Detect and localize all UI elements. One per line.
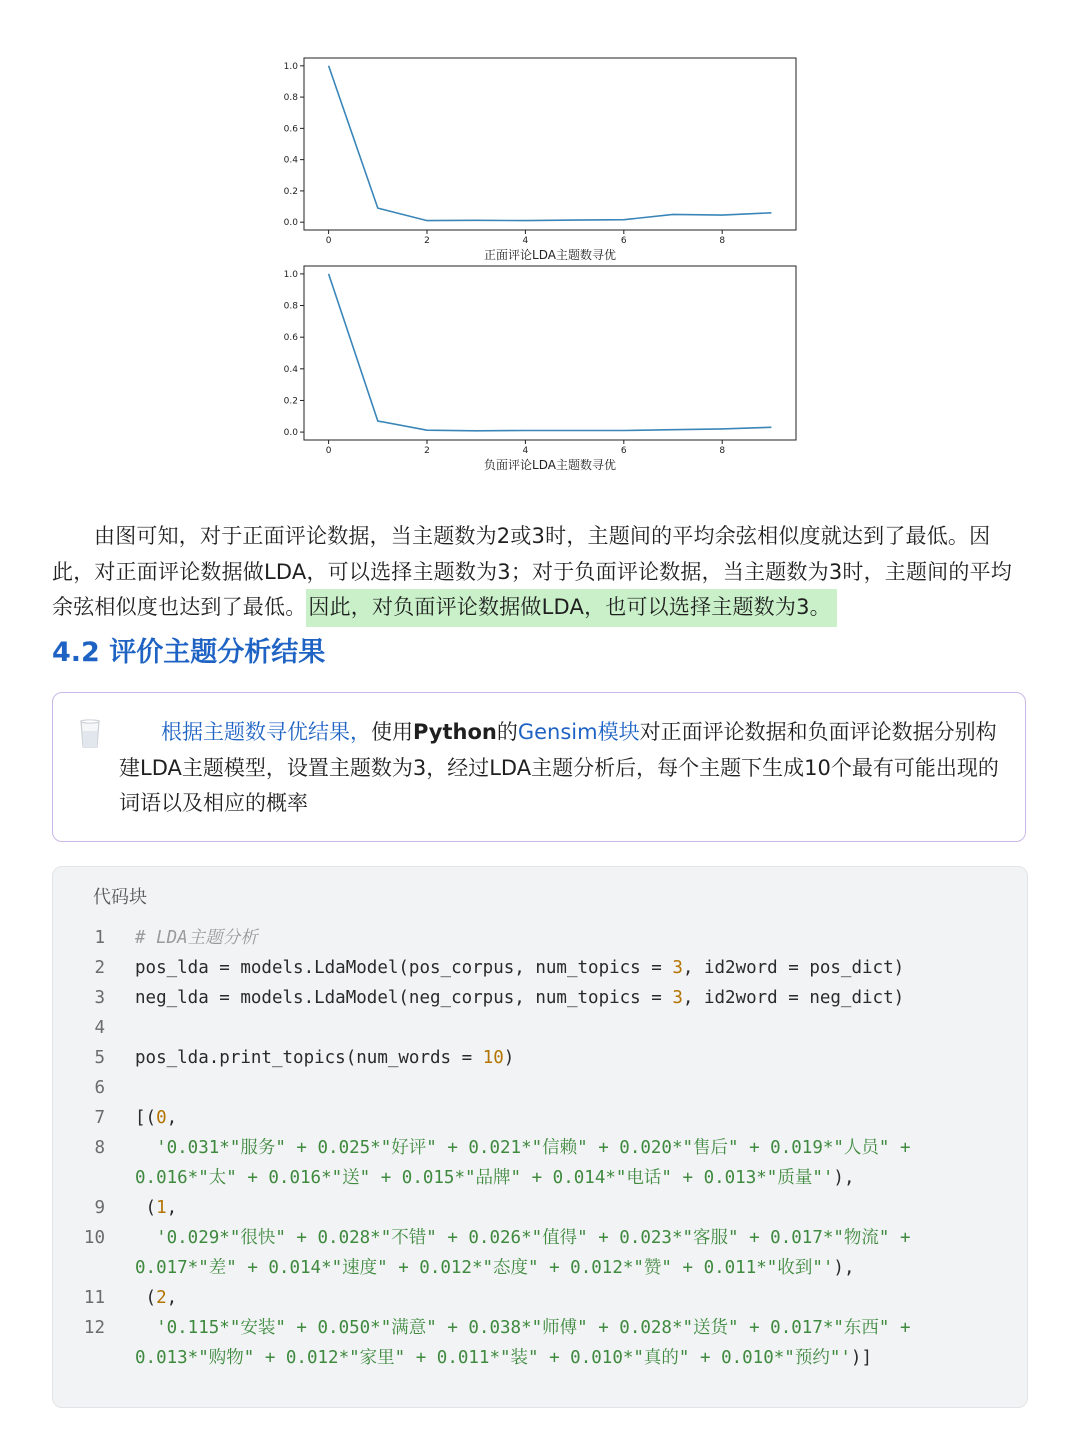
line-number: 8 (94, 1138, 105, 1158)
chart-0-xlabel: 正面评论LDA主题数寻优 (484, 248, 616, 262)
callout-text-4: 的 (496, 720, 518, 744)
line-number: 4 (94, 1018, 105, 1038)
charts-svg (270, 48, 810, 478)
line-number: 3 (94, 988, 105, 1008)
section-heading: 4.2 评价主题分析结果 (52, 637, 326, 668)
code-token: , (166, 1198, 178, 1218)
code-text (135, 1223, 911, 1253)
code-line (53, 953, 1029, 983)
code-token: , id2word = pos_dict) (682, 958, 905, 978)
code-token: 3 (672, 958, 683, 978)
chart-1-ytick-label: 0.6 (283, 333, 298, 344)
line-number: 11 (83, 1288, 105, 1308)
code-text (135, 1103, 177, 1133)
charts-figure (270, 48, 810, 478)
line-number: 12 (83, 1318, 105, 1338)
code-token: ) (503, 1048, 515, 1068)
chart-1-ytick-label: 1.0 (283, 269, 298, 280)
chart-0-ytick-label: 0.4 (283, 155, 298, 166)
code-text (135, 1313, 911, 1343)
callout-text-2: 使用 (371, 720, 413, 744)
code-line (53, 1043, 1029, 1073)
code-token: '0.031*"服务" + 0.025*"好评" + 0.021*"信赖" + 0.020*"售后" + 0.019*"人员" + (135, 1138, 911, 1158)
chart-1-xtick-label: 2 (424, 446, 430, 456)
code-text (135, 953, 904, 983)
code-line (53, 983, 1029, 1013)
code-text (135, 1163, 854, 1193)
code-token: neg_lda = models.LdaModel(neg_corpus, num_topics = (135, 988, 673, 1008)
code-line (53, 1223, 1029, 1253)
line-number: 5 (94, 1048, 105, 1068)
line-number: 10 (83, 1228, 105, 1248)
chart-0-xtick-label: 8 (719, 236, 726, 246)
code-token: ), (833, 1258, 855, 1278)
callout-python: Python (413, 720, 497, 744)
chart-0-xtick-label: 2 (424, 236, 430, 246)
code-line (53, 1103, 1029, 1133)
code-text (135, 923, 258, 953)
code-line (53, 1313, 1029, 1343)
code-token: pos_lda = models.LdaModel(pos_corpus, num_topics = (135, 958, 673, 978)
analysis-paragraph (52, 519, 1028, 626)
code-line (53, 1073, 1029, 1103)
chart-0-xtick-label: 6 (620, 236, 627, 246)
code-token: # LDA主题分析 (135, 928, 258, 948)
code-lines (53, 923, 1029, 1373)
code-token: pos_lda.print_topics(num_words = (135, 1048, 483, 1068)
chart-1-xtick-label: 4 (522, 446, 529, 456)
code-block-label: 代码块 (93, 887, 147, 908)
code-text (135, 1343, 872, 1373)
code-token: [( (135, 1108, 157, 1128)
chart-1-xtick-label: 0 (325, 446, 332, 456)
code-token: ), (833, 1168, 855, 1188)
callout-blue-text: 根据主题数寻优结果， (161, 720, 371, 744)
chart-1-frame (304, 266, 796, 440)
code-token: , (166, 1288, 178, 1308)
code-token: 1 (156, 1198, 167, 1218)
code-token: ( (135, 1288, 157, 1308)
chart-1-xtick-label: 6 (620, 446, 627, 456)
code-token: 0.016*"太" + 0.016*"送" + 0.015*"品牌" + 0.014*"电话" + 0.013*"质量"' (135, 1168, 834, 1188)
chart-1-ytick-label: 0.4 (283, 364, 298, 375)
chart-0-ytick-label: 0.2 (283, 186, 298, 197)
code-token: 0.013*"购物" + 0.012*"家里" + 0.011*"装" + 0.010*"真的" + 0.010*"预约"' (135, 1348, 851, 1368)
code-token: , (166, 1108, 178, 1128)
chart-1-xlabel: 负面评论LDA主题数寻优 (484, 458, 616, 472)
chart-1-ytick-label: 0.8 (283, 301, 298, 312)
code-line (53, 1193, 1029, 1223)
chart-1-series-line (329, 274, 772, 431)
code-token: 0 (156, 1108, 167, 1128)
chart-0-ytick-label: 0.8 (283, 93, 298, 104)
chart-1-xtick-label: 8 (719, 446, 726, 456)
chart-0-ytick-label: 0.6 (283, 124, 298, 135)
code-text (135, 983, 904, 1013)
code-line (53, 1013, 1029, 1043)
code-text (135, 1253, 854, 1283)
line-number: 1 (94, 928, 105, 948)
line-number: 9 (94, 1198, 105, 1218)
code-token: , id2word = neg_dict) (682, 988, 905, 1008)
code-line (53, 1283, 1029, 1313)
line-number: 6 (94, 1078, 105, 1098)
chart-0-series-line (329, 66, 772, 221)
code-token: '0.115*"安装" + 0.050*"满意" + 0.038*"师傅" + 0.028*"送货" + 0.017*"东西" + (135, 1318, 911, 1338)
code-text (135, 1283, 177, 1313)
code-token: ( (135, 1198, 157, 1218)
chart-1-ytick-label: 0.2 (283, 396, 298, 407)
code-line (53, 1343, 1029, 1373)
chart-0-xtick-label: 0 (325, 236, 332, 246)
code-line (53, 923, 1029, 953)
code-text (135, 1043, 514, 1073)
code-token: 2 (156, 1288, 167, 1308)
code-text (135, 1193, 177, 1223)
chart-0-ytick-label: 1.0 (283, 61, 298, 72)
callout-text-6: 对正面评论数据和负面评论数据分别构建LDA主题模型，设置主题数为3，经过LDA主题分析后，每个主题下生成10个最有可能出现的词语以及相应的概率 (119, 720, 999, 815)
callout-gensim: Gensim模块 (517, 720, 640, 744)
code-line (53, 1163, 1029, 1193)
code-line (53, 1253, 1029, 1283)
code-token: 3 (672, 988, 683, 1008)
callout-box (52, 692, 1026, 842)
code-token: '0.029*"很快" + 0.028*"不错" + 0.026*"值得" + 0.023*"客服" + 0.017*"物流" + (135, 1228, 911, 1248)
code-token: )] (850, 1348, 872, 1368)
code-token: 10 (482, 1048, 504, 1068)
code-line (53, 1133, 1029, 1163)
highlighted-sentence: 因此，对负面评论数据做LDA，也可以选择主题数为3。 (306, 589, 836, 627)
cup-icon (79, 719, 101, 749)
callout-text (119, 715, 1009, 822)
chart-0-frame (304, 58, 796, 230)
line-number: 2 (94, 958, 105, 978)
paragraph-text: 由图可知，对于正面评论数据，当主题数为2或3时，主题间的平均余弦相似度就达到了最低。因此，对正面评论数据做LDA，可以选择主题数为3；对于负面评论数据，当主题数为3时，主题间的平均余弦相似度也达到了最低。 (52, 524, 1012, 619)
chart-0-xtick-label: 4 (522, 236, 529, 246)
line-number: 7 (94, 1108, 105, 1128)
chart-0-ytick-label: 0.0 (283, 218, 298, 229)
code-text (135, 1133, 911, 1163)
code-token: 0.017*"差" + 0.014*"速度" + 0.012*"态度" + 0.012*"赞" + 0.011*"收到"' (135, 1258, 834, 1278)
code-block (52, 866, 1028, 1408)
chart-1-ytick-label: 0.0 (283, 428, 298, 439)
